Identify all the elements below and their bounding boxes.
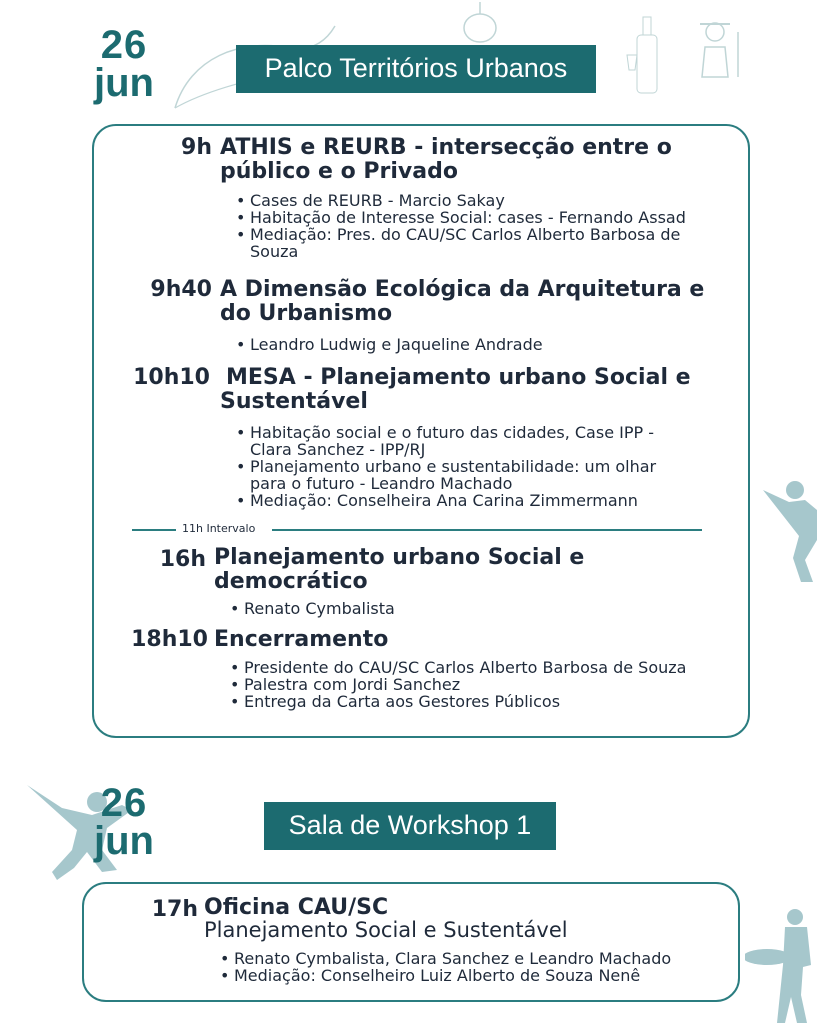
- stage-banner: Palco Territórios Urbanos: [236, 45, 596, 93]
- list-item: • Entrega da Carta aos Gestores Públicos: [228, 693, 686, 710]
- interval-divider-right: [272, 529, 702, 531]
- session-time: 9h40: [150, 277, 212, 302]
- session-title-line: A Dimensão Ecológica da Arquitetura e: [220, 277, 705, 302]
- surfer-illustration-icon: [745, 905, 819, 1024]
- list-item: • Habitação social e o futuro das cidades, Case IPP -: [234, 424, 656, 441]
- interval-divider-left: [132, 529, 176, 531]
- list-item: • Habitação de Interesse Social: cases - Fernando Assad: [234, 209, 686, 226]
- list-item: • Presidente do CAU/SC Carlos Alberto Barbosa de Souza: [228, 659, 686, 676]
- list-item: • Mediação: Conselheira Ana Carina Zimmermann: [234, 492, 656, 509]
- session-items: [228, 659, 686, 710]
- session-title-line: democrático: [214, 569, 368, 594]
- list-item: • Mediação: Pres. do CAU/SC Carlos Alberto Barbosa de: [234, 226, 686, 243]
- session-time: 9h: [181, 135, 212, 160]
- date-label: [88, 23, 160, 105]
- session-title-line: ATHIS e REURB - intersecção entre o: [220, 135, 672, 160]
- session-title-line: Planejamento urbano Social e: [214, 545, 585, 570]
- session-time: 10h10: [133, 365, 210, 390]
- farmer-illustration-icon: [690, 12, 750, 82]
- list-item: • Mediação: Conselheiro Luiz Alberto de Souza Nenê: [218, 967, 671, 984]
- list-item-continuation: Souza: [250, 242, 299, 261]
- interval-label: 11h Intervalo: [182, 522, 256, 535]
- list-item: • Renato Cymbalista, Clara Sanchez e Leandro Machado: [218, 950, 671, 967]
- list-item-continuation: para o futuro - Leandro Machado: [250, 474, 513, 493]
- onion-illustration-icon: [455, 0, 505, 45]
- session-items: [234, 336, 543, 353]
- list-item: • Renato Cymbalista: [228, 600, 395, 617]
- session-items: [234, 192, 686, 260]
- list-item: • Planejamento urbano e sustentabilidade: um olhar: [234, 458, 656, 475]
- skater-illustration-icon: [755, 470, 819, 590]
- session-items: [234, 424, 656, 509]
- date-day: 26: [100, 781, 148, 825]
- list-item: • Leandro Ludwig e Jaqueline Andrade: [234, 336, 543, 353]
- session-title-line: do Urbanismo: [220, 301, 393, 326]
- session-items: [228, 600, 395, 617]
- session-subtitle: Planejamento Social e Sustentável: [204, 918, 568, 942]
- list-item: • Palestra com Jordi Sanchez: [228, 676, 686, 693]
- date-day: 26: [100, 23, 148, 67]
- session-title-line: MESA - Planejamento urbano Social e: [226, 365, 691, 390]
- session-time: 18h10: [131, 627, 208, 652]
- session-title-line: Sustentável: [220, 389, 368, 414]
- wine-bottle-icon: [625, 15, 665, 95]
- session-title-line: Oficina CAU/SC: [204, 895, 389, 920]
- date-label: [88, 781, 160, 863]
- session-title-line: Encerramento: [214, 627, 389, 652]
- date-month: jun: [94, 61, 154, 105]
- session-items: [218, 950, 671, 984]
- list-item: • Cases de REURB - Marcio Sakay: [234, 192, 686, 209]
- session-title-line: público e o Privado: [220, 159, 458, 184]
- session-time: 16h: [159, 547, 206, 572]
- list-item-continuation: Clara Sanchez - IPP/RJ: [250, 440, 426, 459]
- session-time: 17h: [151, 897, 198, 922]
- stage-banner: Sala de Workshop 1: [264, 802, 556, 850]
- date-month: jun: [94, 819, 154, 863]
